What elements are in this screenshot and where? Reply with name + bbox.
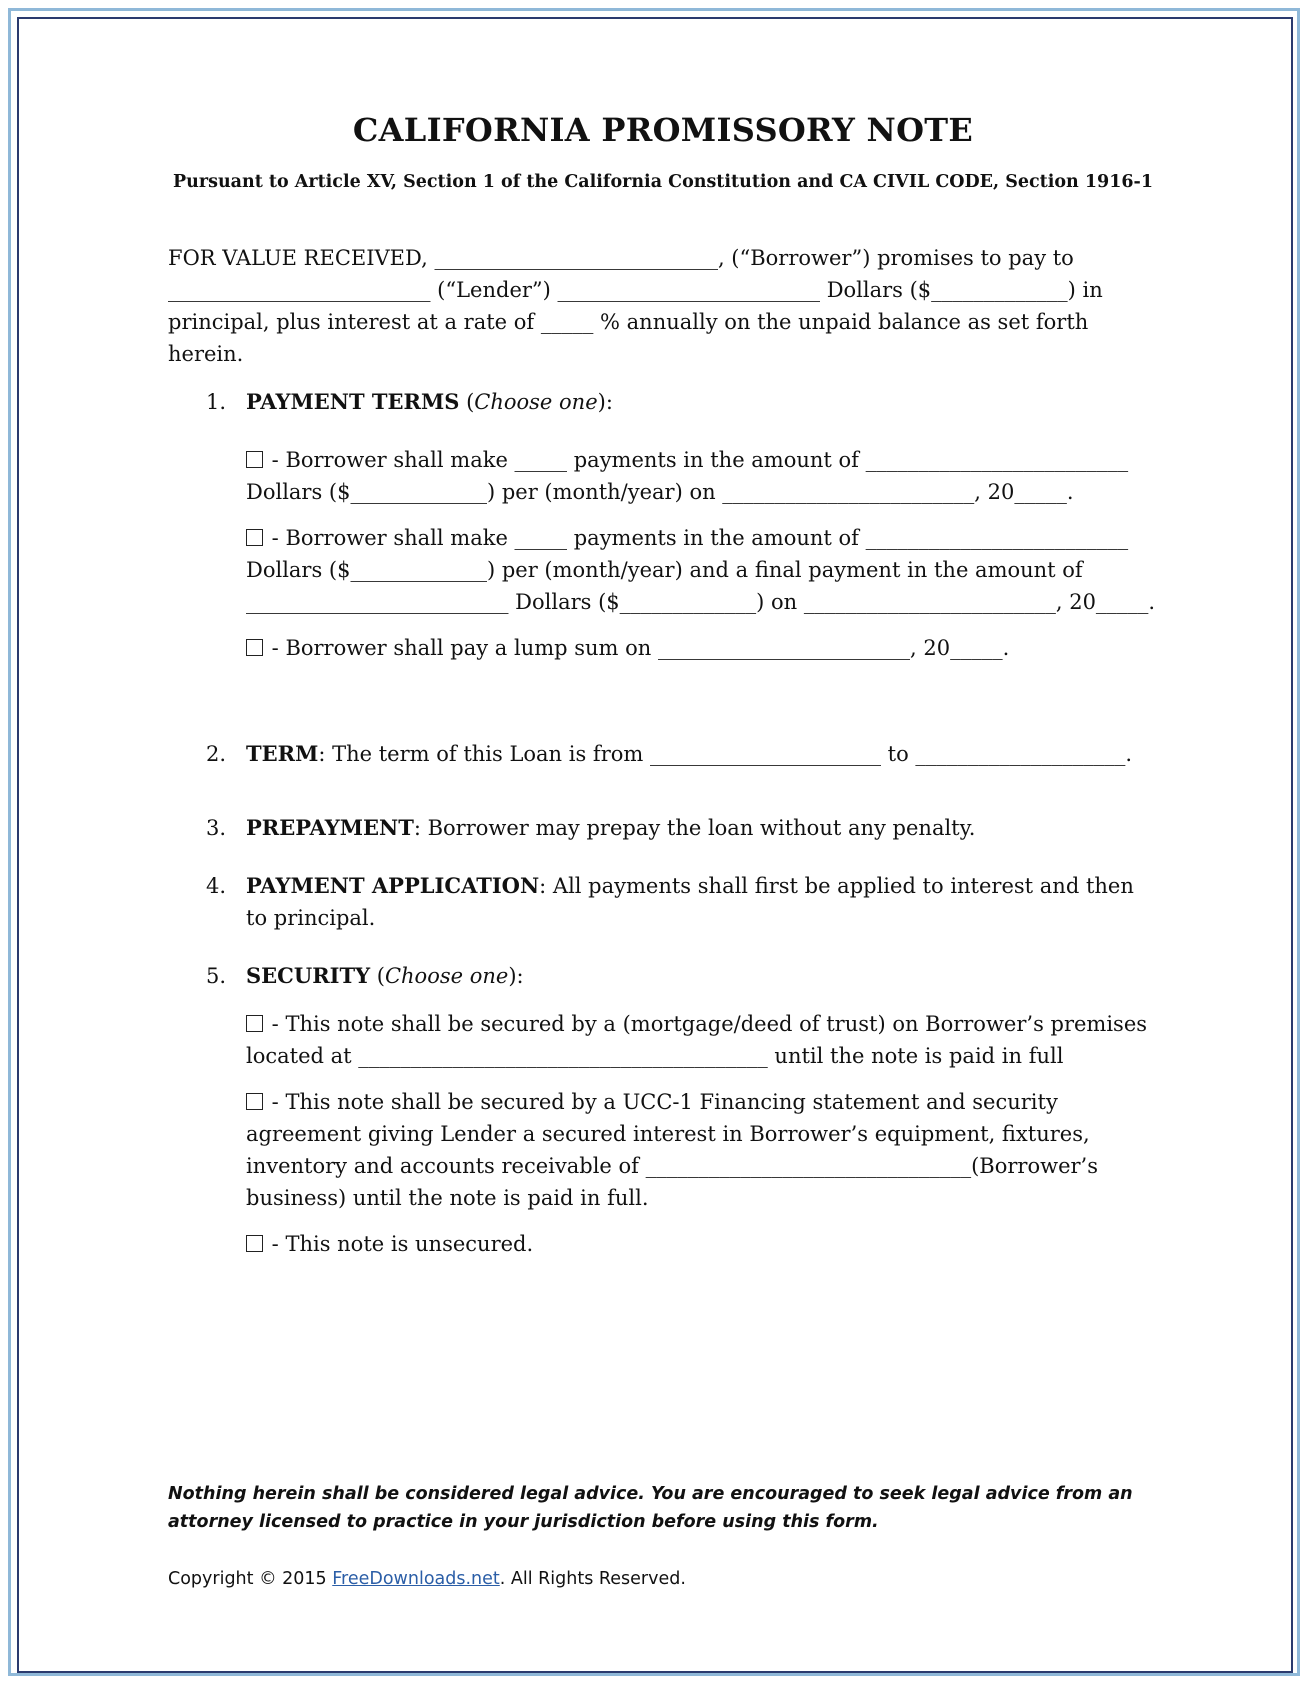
choose-one-label: Choose one bbox=[474, 390, 598, 414]
section-number: 1. bbox=[206, 390, 227, 414]
section-heading: PREPAYMENT bbox=[246, 815, 414, 840]
section-security bbox=[168, 960, 1158, 992]
choose-one-label: Choose one bbox=[384, 964, 509, 988]
payment-option-installments bbox=[246, 444, 1158, 508]
section-heading-line bbox=[246, 386, 1158, 418]
paren-close: ): bbox=[597, 390, 613, 414]
document-title: CALIFORNIA PROMISSORY NOTE bbox=[352, 111, 974, 149]
option-text: - Borrower shall make _____ payments in the amount of _________________________ Dollars ($_____________) per (month/year) on ________________________, 20_____. bbox=[246, 448, 1129, 504]
section-heading: PAYMENT TERMS bbox=[246, 389, 460, 414]
copyright-suffix: . All Rights Reserved. bbox=[499, 1569, 686, 1589]
option-text: - Borrower shall make _____ payments in the amount of _________________________ Dollars ($_____________) per (month/year) and a final payment in the amount of _________________________ Dollars ($_____________) on ________________________, 20_____. bbox=[246, 526, 1156, 614]
checkbox[interactable] bbox=[246, 639, 263, 656]
section-number: 4. bbox=[206, 874, 227, 898]
section-number: 5. bbox=[206, 964, 227, 988]
section-number: 2. bbox=[206, 742, 227, 766]
intro-paragraph: FOR VALUE RECEIVED, ___________________________, (“Borrower”) promises to pay to _________________________ (“Lender”) _________________________ Dollars ($_____________) in principal, plus interest at a rate of _____ % annually on the unpaid balance as set forth herein. bbox=[168, 246, 1103, 366]
checkbox[interactable] bbox=[246, 1235, 263, 1252]
security-option-ucc1 bbox=[246, 1086, 1158, 1214]
checkbox[interactable] bbox=[246, 1015, 263, 1032]
security-option-mortgage bbox=[246, 1008, 1158, 1072]
option-text: - This note is unsecured. bbox=[265, 1232, 534, 1256]
security-option-unsecured bbox=[246, 1228, 1158, 1260]
payment-option-final-payment bbox=[246, 522, 1158, 618]
option-text: - This note shall be secured by a UCC-1 Financing statement and security agreement giving Lender a secured interest in Borrower’s equipment, fixtures, inventory and accounts receivable of _______________________________(Borrower’s business) until the note is paid in full. bbox=[246, 1090, 1098, 1210]
paren-open: ( bbox=[370, 964, 385, 988]
checkbox[interactable] bbox=[246, 451, 263, 468]
paren-open: ( bbox=[459, 390, 475, 414]
section-text: : Borrower may prepay the loan without any penalty. bbox=[413, 816, 976, 840]
document-body bbox=[168, 110, 1158, 1274]
section-heading: PAYMENT APPLICATION bbox=[246, 873, 540, 898]
section-payment-terms bbox=[168, 386, 1158, 418]
section-text: : All payments shall first be applied to interest and then to principal. bbox=[246, 874, 1134, 930]
section-heading: TERM bbox=[246, 741, 319, 766]
payment-option-lump-sum bbox=[246, 632, 1158, 664]
section-term bbox=[168, 738, 1158, 770]
option-text: - Borrower shall pay a lump sum on ________________________, 20_____. bbox=[265, 636, 1010, 660]
checkbox[interactable] bbox=[246, 1093, 263, 1110]
section-number: 3. bbox=[206, 816, 227, 840]
checkbox[interactable] bbox=[246, 529, 263, 546]
document-subtitle: Pursuant to Article XV, Section 1 of the California Constitution and CA CIVIL CODE, Section 1916-1 bbox=[173, 172, 1153, 192]
legal-disclaimer: Nothing herein shall be considered legal advice. You are encouraged to seek legal advice from an attorney licensed to practice in your jurisdiction before using this form. bbox=[168, 1484, 1133, 1532]
option-text: - This note shall be secured by a (mortgage/deed of trust) on Borrower’s premises located at _______________________________________ until the note is paid in full bbox=[246, 1012, 1148, 1068]
section-payment-application bbox=[168, 870, 1158, 934]
section-heading: SECURITY bbox=[246, 963, 371, 988]
section-prepayment bbox=[168, 812, 1158, 844]
freedownloads-link[interactable]: FreeDownloads.net bbox=[332, 1569, 500, 1589]
copyright-line bbox=[168, 1565, 1158, 1593]
copyright-prefix: Copyright © 2015 bbox=[168, 1569, 333, 1589]
section-text: : The term of this Loan is from ______________________ to ____________________. bbox=[318, 742, 1133, 766]
paren-close: ): bbox=[508, 964, 524, 988]
